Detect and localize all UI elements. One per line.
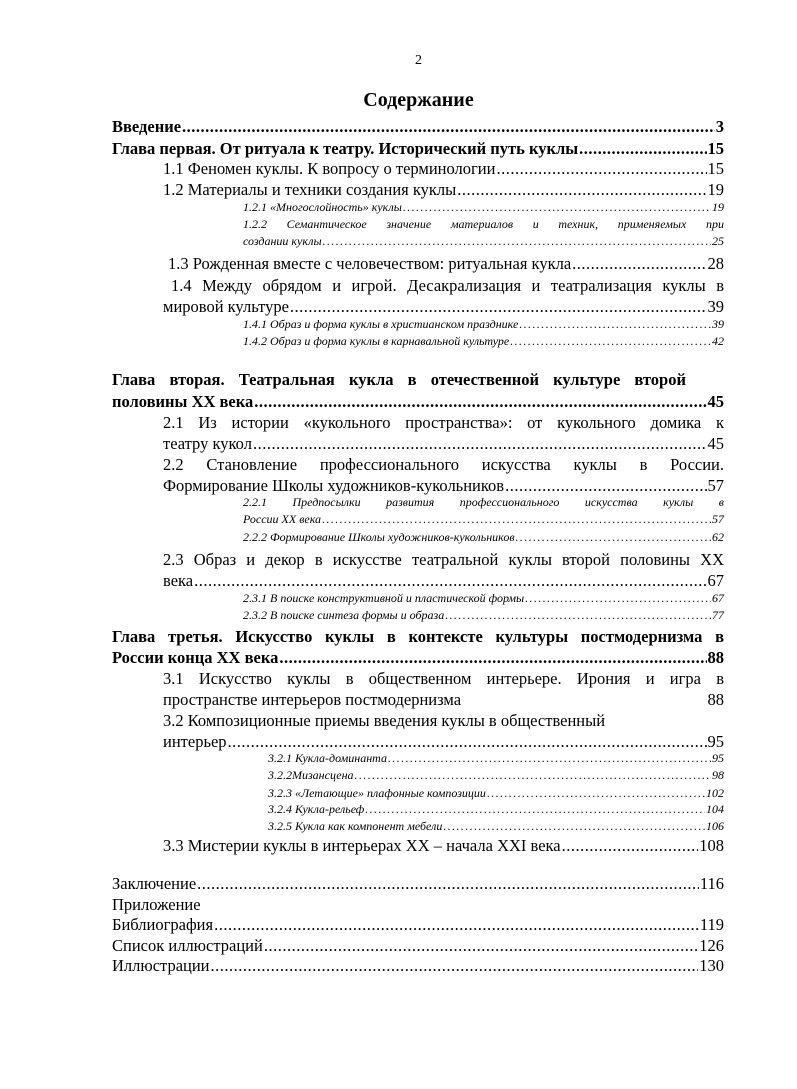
toc-section-3-1[interactable] xyxy=(163,690,724,710)
toc-entry-page: 45 xyxy=(707,392,724,411)
toc-appendix[interactable]: Приложение xyxy=(112,895,201,914)
toc-chapter-2-line1[interactable]: Глава вторая. Театральная кукла в отечественной культуре второй xyxy=(112,370,686,389)
toc-subsection-3-2-3[interactable] xyxy=(268,786,724,801)
toc-section-3-2-line1[interactable]: 3.2 Композиционные приемы введения куклы в общественный xyxy=(163,711,606,730)
toc-entry-label: 2.3.2 В поиске синтеза формы и образа xyxy=(243,608,445,622)
toc-entry-page: 45 xyxy=(707,434,724,453)
toc-entry-page: 116 xyxy=(699,874,724,893)
toc-entry-page: 77 xyxy=(712,608,724,622)
toc-subsection-2-2-1[interactable] xyxy=(243,512,724,527)
toc-entry-label: Введение xyxy=(112,117,182,136)
toc-entry-page: 88 xyxy=(707,648,724,667)
toc-entry-label: Заключение xyxy=(112,874,197,893)
toc-entry-page: 19 xyxy=(707,180,724,199)
toc-illustrations-list[interactable] xyxy=(112,936,724,956)
toc-section-3-3[interactable] xyxy=(163,836,724,856)
toc-entry-label: Список иллюстраций xyxy=(112,936,263,955)
toc-chapter-2[interactable] xyxy=(112,392,724,412)
toc-entry-page: 15 xyxy=(707,139,724,158)
toc-chapter-3[interactable] xyxy=(112,648,724,668)
toc-entry-label: 3.3 Мистерии куклы в интерьерах XX – начала XXI века xyxy=(163,836,561,855)
toc-entry-intro[interactable] xyxy=(112,117,724,137)
toc-section-1-1[interactable] xyxy=(163,159,724,179)
toc-entry-page: 67 xyxy=(707,571,724,590)
toc-section-1-4-line1[interactable]: 1.4 Между обрядом и игрой. Десакрализация и театрализация куклы в xyxy=(171,276,724,295)
toc-entry-label: создании куклы xyxy=(243,234,322,248)
toc-entry-page: 104 xyxy=(706,802,724,816)
toc-entry-label: театру кукол xyxy=(163,434,252,453)
toc-section-1-3[interactable] xyxy=(168,254,724,274)
toc-subsection-2-3-1[interactable] xyxy=(243,591,724,606)
toc-entry-label: 1.4.2 Образ и форма куклы в карнавальной культуре xyxy=(243,334,510,348)
toc-section-2-1[interactable] xyxy=(163,434,724,454)
toc-entry-label: интерьер xyxy=(163,732,227,751)
toc-entry-page: 3 xyxy=(715,117,724,136)
toc-subsection-3-2-2[interactable] xyxy=(268,768,724,783)
toc-subsection-3-2-5[interactable] xyxy=(268,819,724,834)
toc-subsection-3-2-1[interactable] xyxy=(268,751,724,766)
toc-section-2-3[interactable] xyxy=(163,571,724,591)
toc-subsection-2-2-1-line1[interactable]: 2.2.1 Предпосылки развития профессионального искусства куклы в xyxy=(243,495,724,509)
toc-entry-page: 57 xyxy=(712,512,724,526)
toc-conclusion[interactable] xyxy=(112,874,724,894)
toc-entry-label: 1.1 Феномен куклы. К вопросу о терминологии xyxy=(163,159,496,178)
toc-section-2-2[interactable] xyxy=(163,476,724,496)
toc-entry-label: мировой культуре xyxy=(163,297,289,316)
toc-entry-label: 3.2.4 Кукла-рельеф xyxy=(268,802,365,816)
toc-entry-page: 15 xyxy=(707,159,724,178)
toc-entry-page: 98 xyxy=(712,768,724,782)
toc-section-2-3-line1[interactable]: 2.3 Образ и декор в искусстве театральной куклы второй половины XX xyxy=(163,550,724,569)
toc-entry-page: 95 xyxy=(712,751,724,765)
toc-entry-label: века xyxy=(163,571,194,590)
toc-entry-label: Библиография xyxy=(112,915,214,934)
toc-entry-page: 119 xyxy=(699,915,724,934)
toc-entry-label: 2.3.1 В поиске конструктивной и пластической формы xyxy=(243,591,525,605)
toc-subsection-1-4-1[interactable] xyxy=(243,317,724,332)
toc-entry-label: Иллюстрации xyxy=(112,956,210,975)
toc-entry-label: России конца XX века xyxy=(112,648,279,667)
toc-entry-page: 102 xyxy=(706,786,724,800)
toc-entry-label: половины XX века xyxy=(112,392,254,411)
toc-section-3-2[interactable] xyxy=(163,732,724,752)
toc-section-1-2[interactable] xyxy=(163,180,724,200)
toc-illustrations[interactable] xyxy=(112,956,724,976)
toc-entry-page: 108 xyxy=(699,836,724,855)
toc-section-3-1-line1[interactable]: 3.1 Искусство куклы в общественном интерьере. Ирония и игра в xyxy=(163,669,724,688)
page-title: Содержание xyxy=(363,89,474,111)
toc-subsection-1-4-2[interactable] xyxy=(243,334,724,349)
toc-chapter-1[interactable] xyxy=(112,139,724,159)
toc-subsection-1-2-1[interactable] xyxy=(243,200,724,215)
toc-entry-label: 2.2.2 Формирование Школы художников-кукольников xyxy=(243,530,515,544)
toc-entry-label: 1.2 Материалы и техники создания куклы xyxy=(163,180,457,199)
toc-entry-page: 67 xyxy=(712,591,724,605)
toc-entry-page: 39 xyxy=(712,317,724,331)
toc-chapter-3-line1[interactable]: Глава третья. Искусство куклы в контексте культуры постмодернизма в xyxy=(112,627,724,646)
toc-entry-page: 106 xyxy=(706,819,724,833)
toc-entry-label: России XX века xyxy=(243,512,322,526)
toc-entry-page: 57 xyxy=(707,476,724,495)
toc-subsection-2-2-2[interactable] xyxy=(243,530,724,545)
toc-subsection-3-2-4[interactable] xyxy=(268,802,724,817)
toc-section-1-4[interactable] xyxy=(163,297,724,317)
toc-subsection-2-3-2[interactable] xyxy=(243,608,724,623)
toc-entry-label: Формирование Школы художников-кукольников xyxy=(163,476,505,495)
toc-entry-label: 1.3 Рожденная вместе с человечеством: ритуальная кукла xyxy=(168,254,572,273)
toc-entry-label: 1.4.1 Образ и форма куклы в христианском празднике xyxy=(243,317,519,331)
toc-entry-page: 88 xyxy=(707,690,724,709)
page-number: 2 xyxy=(415,53,422,68)
toc-entry-label: Глава первая. От ритуала к театру. Исторический путь куклы xyxy=(112,139,579,158)
toc-entry-page: 39 xyxy=(707,297,724,316)
toc-bibliography[interactable] xyxy=(112,915,724,935)
toc-entry-page: 130 xyxy=(699,956,724,975)
toc-subsection-1-2-2[interactable] xyxy=(243,234,724,249)
toc-entry-page: 19 xyxy=(712,200,724,214)
toc-entry-page: 95 xyxy=(707,732,724,751)
toc-section-2-2-line1[interactable]: 2.2 Становление профессионального искусства куклы в России. xyxy=(163,455,724,474)
toc-entry-page: 42 xyxy=(712,334,724,348)
toc-entry-label: 3.2.1 Кукла-доминанта xyxy=(268,751,387,765)
toc-subsection-1-2-2-line1[interactable]: 1.2.2 Семантическое значение материалов и техник, применяемых при xyxy=(243,217,724,231)
toc-entry-label: пространстве интерьеров постмодернизма xyxy=(163,690,462,709)
toc-entry-label: 3.2.3 «Летающие» плафонные композиции xyxy=(268,786,486,800)
toc-entry-label: 3.2.5 Кукла как компонент мебели xyxy=(268,819,443,833)
toc-entry-label: 3.2.2Мизансцена xyxy=(268,768,354,782)
toc-entry-page: 28 xyxy=(707,254,724,273)
toc-entry-page: 126 xyxy=(699,936,724,955)
toc-section-2-1-line1[interactable]: 2.1 Из истории «кукольного пространства»: от кукольного домика к xyxy=(163,413,724,432)
toc-entry-label: 1.2.1 «Многослойность» куклы xyxy=(243,200,402,214)
toc-entry-page: 62 xyxy=(712,530,724,544)
toc-entry-page: 25 xyxy=(712,234,724,248)
